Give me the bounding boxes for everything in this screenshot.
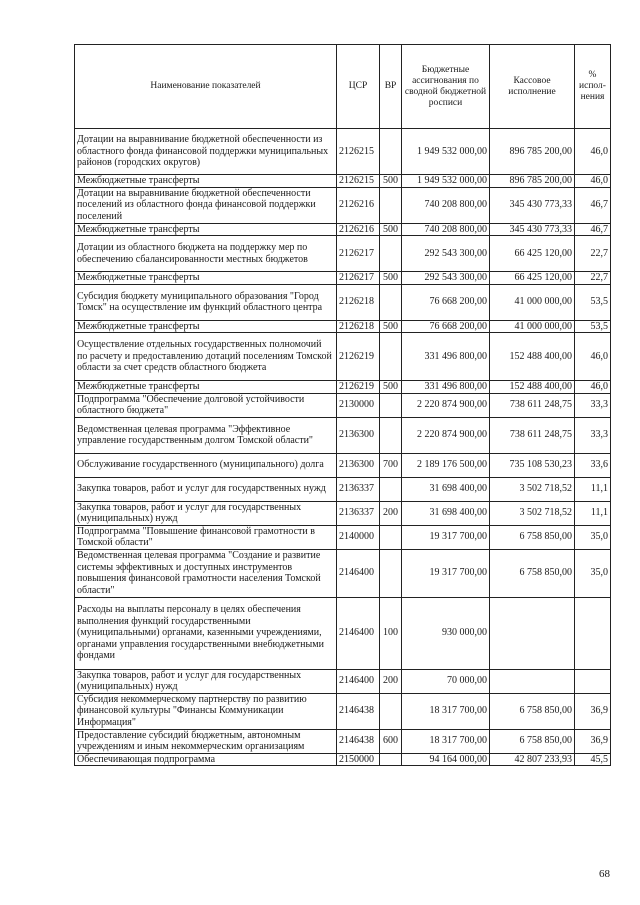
row-vr-cell xyxy=(380,417,402,453)
row-name-cell: Закупка товаров, работ и услуг для государственных нужд xyxy=(75,477,337,501)
table-row xyxy=(75,729,611,753)
row-vr-cell: 200 xyxy=(380,669,402,693)
row-name-cell: Субсидия бюджету муниципального образования "Город Томск" на осуществление им функций областного центра xyxy=(75,284,337,320)
row-percent-cell: 46,0 xyxy=(575,175,611,188)
row-percent-cell: 46,7 xyxy=(575,223,611,236)
row-name-cell: Дотации на выравнивание бюджетной обеспеченности поселений из областного фонда финансовой поддержки поселений xyxy=(75,187,337,223)
row-csr-cell: 2130000 xyxy=(337,393,380,417)
row-percent-cell: 33,3 xyxy=(575,417,611,453)
row-assignment-cell: 31 698 400,00 xyxy=(402,501,490,525)
row-assignment-cell: 1 949 532 000,00 xyxy=(402,175,490,188)
table-row xyxy=(75,187,611,223)
row-cash-cell: 735 108 530,23 xyxy=(490,453,575,477)
table-row xyxy=(75,693,611,729)
row-name-cell: Межбюджетные трансферты xyxy=(75,381,337,394)
row-percent-cell: 45,5 xyxy=(575,753,611,766)
row-name-cell: Предоставление субсидий бюджетным, автономным учреждениям и иным некоммерческим организациям xyxy=(75,729,337,753)
row-assignment-cell: 18 317 700,00 xyxy=(402,693,490,729)
row-name-cell: Обслуживание государственного (муниципального) долга xyxy=(75,453,337,477)
row-name-cell: Осуществление отдельных государственных полномочий по расчету и предоставлению дотаций поселениям Томской области за счет средств областного бюджета xyxy=(75,333,337,381)
row-csr-cell: 2126217 xyxy=(337,236,380,272)
row-assignment-cell: 2 189 176 500,00 xyxy=(402,453,490,477)
row-assignment-cell: 31 698 400,00 xyxy=(402,477,490,501)
row-csr-cell: 2146438 xyxy=(337,693,380,729)
table-row xyxy=(75,129,611,175)
row-percent-cell: 36,9 xyxy=(575,729,611,753)
row-vr-cell xyxy=(380,236,402,272)
row-assignment-cell: 19 317 700,00 xyxy=(402,525,490,549)
table-row xyxy=(75,549,611,597)
row-vr-cell xyxy=(380,477,402,501)
row-percent-cell: 46,0 xyxy=(575,129,611,175)
row-name-cell: Межбюджетные трансферты xyxy=(75,223,337,236)
header-percent: % испол-нения xyxy=(575,45,611,129)
row-vr-cell: 100 xyxy=(380,597,402,669)
table-body xyxy=(75,129,611,766)
row-assignment-cell: 19 317 700,00 xyxy=(402,549,490,597)
row-percent-cell: 11,1 xyxy=(575,477,611,501)
row-csr-cell: 2126215 xyxy=(337,175,380,188)
row-cash-cell: 738 611 248,75 xyxy=(490,393,575,417)
row-cash-cell: 41 000 000,00 xyxy=(490,284,575,320)
table-row xyxy=(75,284,611,320)
row-csr-cell: 2126218 xyxy=(337,284,380,320)
row-percent-cell xyxy=(575,597,611,669)
row-name-cell: Дотации из областного бюджета на поддержку мер по обеспечению сбалансированности местных бюджетов xyxy=(75,236,337,272)
row-percent-cell xyxy=(575,669,611,693)
row-cash-cell: 6 758 850,00 xyxy=(490,729,575,753)
table-row xyxy=(75,501,611,525)
page-number: 68 xyxy=(599,868,610,880)
row-assignment-cell: 331 496 800,00 xyxy=(402,381,490,394)
row-csr-cell: 2126217 xyxy=(337,272,380,285)
row-cash-cell: 66 425 120,00 xyxy=(490,236,575,272)
row-assignment-cell: 292 543 300,00 xyxy=(402,236,490,272)
table-row xyxy=(75,381,611,394)
row-assignment-cell: 740 208 800,00 xyxy=(402,223,490,236)
row-name-cell: Субсидия некоммерческому партнерству по развитию финансовой культуры "Финансы Коммуникации Информация" xyxy=(75,693,337,729)
table-row xyxy=(75,525,611,549)
header-vr: ВР xyxy=(380,45,402,129)
row-assignment-cell: 331 496 800,00 xyxy=(402,333,490,381)
row-vr-cell: 600 xyxy=(380,729,402,753)
row-vr-cell xyxy=(380,187,402,223)
header-name: Наименование показателей xyxy=(75,45,337,129)
row-assignment-cell: 18 317 700,00 xyxy=(402,729,490,753)
row-vr-cell xyxy=(380,284,402,320)
row-vr-cell: 500 xyxy=(380,223,402,236)
row-csr-cell: 2146438 xyxy=(337,729,380,753)
row-percent-cell: 46,7 xyxy=(575,187,611,223)
row-csr-cell: 2126219 xyxy=(337,381,380,394)
row-percent-cell: 33,3 xyxy=(575,393,611,417)
row-name-cell: Закупка товаров, работ и услуг для государственных (муниципальных) нужд xyxy=(75,669,337,693)
row-csr-cell: 2126218 xyxy=(337,320,380,333)
table-row xyxy=(75,453,611,477)
row-cash-cell: 152 488 400,00 xyxy=(490,333,575,381)
row-percent-cell: 33,6 xyxy=(575,453,611,477)
row-csr-cell: 2136337 xyxy=(337,477,380,501)
row-cash-cell: 42 807 233,93 xyxy=(490,753,575,766)
table-row xyxy=(75,477,611,501)
row-name-cell: Расходы на выплаты персоналу в целях обеспечения выполнения функций государственными (муниципальными) органами, казенными учреждениями, органами управления государственными внебюджетными фондами xyxy=(75,597,337,669)
budget-execution-table xyxy=(74,44,611,766)
table-row xyxy=(75,753,611,766)
table-row xyxy=(75,236,611,272)
row-assignment-cell: 740 208 800,00 xyxy=(402,187,490,223)
row-percent-cell: 22,7 xyxy=(575,272,611,285)
row-percent-cell: 11,1 xyxy=(575,501,611,525)
row-csr-cell: 2146400 xyxy=(337,597,380,669)
row-vr-cell: 500 xyxy=(380,320,402,333)
row-percent-cell: 46,0 xyxy=(575,333,611,381)
row-vr-cell xyxy=(380,525,402,549)
row-assignment-cell: 2 220 874 900,00 xyxy=(402,393,490,417)
row-cash-cell: 738 611 248,75 xyxy=(490,417,575,453)
row-assignment-cell: 930 000,00 xyxy=(402,597,490,669)
row-csr-cell: 2136300 xyxy=(337,417,380,453)
row-csr-cell: 2146400 xyxy=(337,549,380,597)
row-assignment-cell: 2 220 874 900,00 xyxy=(402,417,490,453)
row-percent-cell: 22,7 xyxy=(575,236,611,272)
row-assignment-cell: 76 668 200,00 xyxy=(402,284,490,320)
row-vr-cell: 500 xyxy=(380,381,402,394)
row-cash-cell xyxy=(490,597,575,669)
row-percent-cell: 35,0 xyxy=(575,525,611,549)
row-vr-cell xyxy=(380,693,402,729)
row-csr-cell: 2150000 xyxy=(337,753,380,766)
row-cash-cell: 41 000 000,00 xyxy=(490,320,575,333)
table-row xyxy=(75,417,611,453)
table-row xyxy=(75,597,611,669)
row-cash-cell: 152 488 400,00 xyxy=(490,381,575,394)
row-vr-cell xyxy=(380,753,402,766)
row-cash-cell: 345 430 773,33 xyxy=(490,223,575,236)
row-cash-cell: 6 758 850,00 xyxy=(490,525,575,549)
row-assignment-cell: 76 668 200,00 xyxy=(402,320,490,333)
row-vr-cell xyxy=(380,393,402,417)
row-name-cell: Обеспечивающая подпрограмма xyxy=(75,753,337,766)
row-cash-cell: 896 785 200,00 xyxy=(490,175,575,188)
table-row xyxy=(75,333,611,381)
table-row xyxy=(75,393,611,417)
row-vr-cell: 500 xyxy=(380,175,402,188)
row-assignment-cell: 94 164 000,00 xyxy=(402,753,490,766)
row-vr-cell: 700 xyxy=(380,453,402,477)
header-assignments: Бюджетные ассигнования по сводной бюджетной росписи xyxy=(402,45,490,129)
row-csr-cell: 2126219 xyxy=(337,333,380,381)
row-percent-cell: 46,0 xyxy=(575,381,611,394)
row-vr-cell xyxy=(380,129,402,175)
header-cash-execution: Кассовое исполнение xyxy=(490,45,575,129)
row-name-cell: Межбюджетные трансферты xyxy=(75,175,337,188)
row-name-cell: Дотации на выравнивание бюджетной обеспеченности из областного фонда финансовой поддержки муниципальных районов (городских округов) xyxy=(75,129,337,175)
row-vr-cell: 200 xyxy=(380,501,402,525)
table-row xyxy=(75,669,611,693)
table-row xyxy=(75,223,611,236)
row-name-cell: Ведомственная целевая программа "Создание и развитие системы эффективных и доступных инструментов повышения финансовой грамотности населения Томской области" xyxy=(75,549,337,597)
row-name-cell: Ведомственная целевая программа "Эффективное управление государственным долгом Томской области" xyxy=(75,417,337,453)
row-assignment-cell: 1 949 532 000,00 xyxy=(402,129,490,175)
table-row xyxy=(75,272,611,285)
header-row xyxy=(75,45,611,129)
row-percent-cell: 36,9 xyxy=(575,693,611,729)
row-csr-cell: 2140000 xyxy=(337,525,380,549)
row-name-cell: Межбюджетные трансферты xyxy=(75,272,337,285)
row-vr-cell xyxy=(380,549,402,597)
table-row xyxy=(75,175,611,188)
row-percent-cell: 53,5 xyxy=(575,284,611,320)
row-cash-cell: 6 758 850,00 xyxy=(490,693,575,729)
row-cash-cell: 6 758 850,00 xyxy=(490,549,575,597)
row-cash-cell: 3 502 718,52 xyxy=(490,477,575,501)
row-name-cell: Межбюджетные трансферты xyxy=(75,320,337,333)
row-assignment-cell: 292 543 300,00 xyxy=(402,272,490,285)
row-percent-cell: 35,0 xyxy=(575,549,611,597)
row-csr-cell: 2136300 xyxy=(337,453,380,477)
row-assignment-cell: 70 000,00 xyxy=(402,669,490,693)
row-cash-cell: 345 430 773,33 xyxy=(490,187,575,223)
row-csr-cell: 2126216 xyxy=(337,223,380,236)
row-csr-cell: 2126215 xyxy=(337,129,380,175)
row-name-cell: Закупка товаров, работ и услуг для государственных (муниципальных) нужд xyxy=(75,501,337,525)
row-name-cell: Подпрограмма "Повышение финансовой грамотности в Томской области" xyxy=(75,525,337,549)
row-percent-cell: 53,5 xyxy=(575,320,611,333)
row-csr-cell: 2146400 xyxy=(337,669,380,693)
row-cash-cell xyxy=(490,669,575,693)
row-vr-cell: 500 xyxy=(380,272,402,285)
row-csr-cell: 2136337 xyxy=(337,501,380,525)
row-cash-cell: 896 785 200,00 xyxy=(490,129,575,175)
row-cash-cell: 3 502 718,52 xyxy=(490,501,575,525)
row-name-cell: Подпрограмма "Обеспечение долговой устойчивости областного бюджета" xyxy=(75,393,337,417)
table-row xyxy=(75,320,611,333)
row-csr-cell: 2126216 xyxy=(337,187,380,223)
row-vr-cell xyxy=(380,333,402,381)
header-csr: ЦСР xyxy=(337,45,380,129)
row-cash-cell: 66 425 120,00 xyxy=(490,272,575,285)
